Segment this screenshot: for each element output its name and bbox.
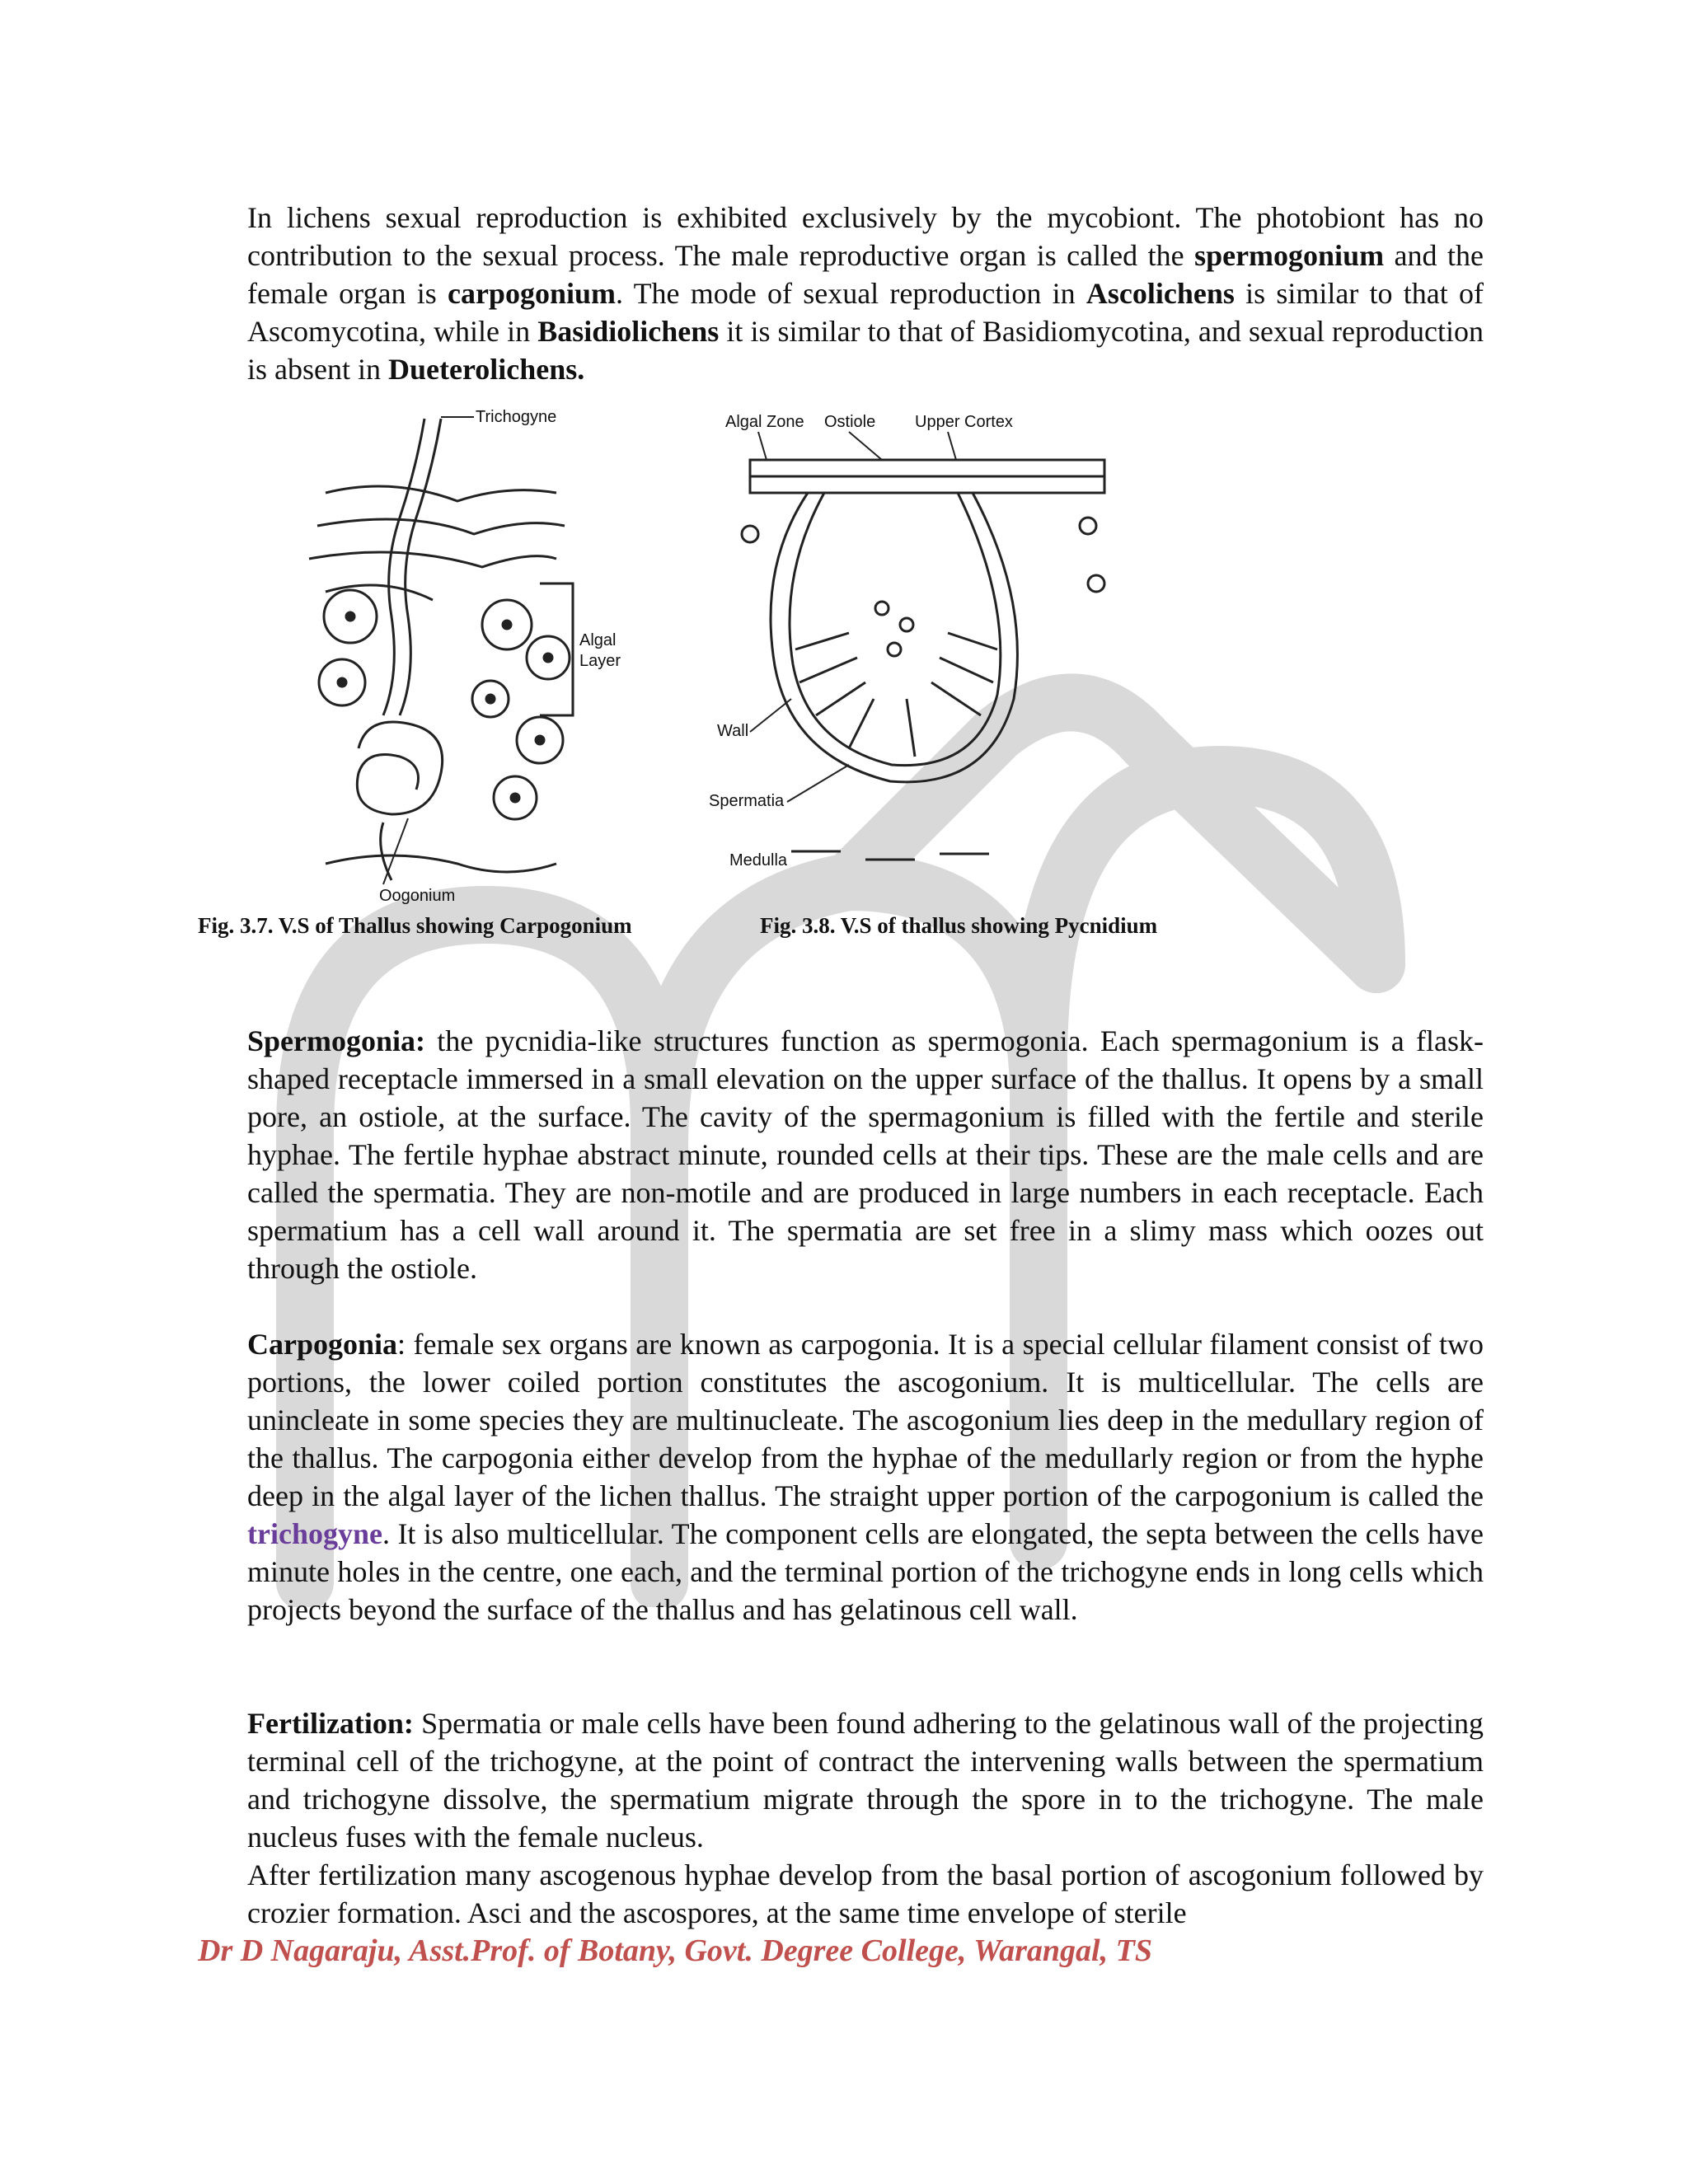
- figure-caption: Fig. 3.7. V.S of Thallus showing Carpogonium: [198, 913, 632, 938]
- label-ostiole: Ostiole: [824, 413, 876, 431]
- text-run: and the female organ is: [247, 239, 1484, 310]
- section-title: Spermogonia:: [247, 1024, 425, 1057]
- figure-caption: Fig. 3.8. V.S of thallus showing Pycnidium: [760, 913, 1158, 938]
- label-upper-cortex: Upper Cortex: [915, 413, 1013, 431]
- label-layer: Layer: [579, 652, 621, 670]
- footer-author: Dr D Nagaraju, Asst.Prof. of Botany, Govt. Degree College, Warangal, TS: [198, 1933, 1152, 1968]
- term-dueterolichens: Dueterolichens.: [387, 353, 585, 386]
- text-run: the pycnidia-like structures function as spermogonia. Each spermagonium is a flask-shaped receptacle immersed in a small elevation on the upper surface of the thallus. It opens by a small pore, an ostiole, at the surface. The cavity of the spermagonium is filled with the fertile and sterile hyphae. The fertile hyphae abstract minute, rounded cells at their tips. These are the male cells and are called the spermatia. They are non-motile and are produced in large numbers in each receptacle. Each spermatium has a cell wall around it. The spermatia are set free in a slimy mass which oozes out through the ostiole.: [247, 1024, 1484, 1285]
- fertilization-paragraph: [247, 1704, 1484, 1856]
- text-run: In lichens sexual reproduction is exhibited exclusively by the mycobiont. The photobiont has no contribution to the sexual process. The male reproductive organ is called the: [247, 201, 1484, 272]
- label-algal: Algal: [579, 631, 617, 649]
- intro-paragraph: [247, 199, 1484, 388]
- text-run: Spermatia or male cells have been found adhering to the gelatinous wall of the projecting terminal cell of the trichogyne, at the point of contract the intervening walls between the spermatium and trichogyne dissolve, the spermatium migrate through the spore in to the trichogyne. The male nucleus fuses with the female nucleus.: [247, 1707, 1484, 1854]
- label-trichogyne: Trichogyne: [476, 408, 557, 426]
- term-spermogonium: spermogonium: [1194, 239, 1385, 272]
- figure-pycnidium: [701, 402, 1154, 907]
- text-run: After fertilization many ascogenous hyphae develop from the basal portion of ascogonium followed by crozier formation. Asci and the ascospores, at the same time envelope of sterile: [247, 1858, 1484, 1929]
- section-title: Fertilization:: [247, 1707, 414, 1740]
- text-run: : female sex organs are known as carpogonia. It is a special cellular filament consist of two portions, the lower coiled portion constitutes the ascogonium. It is multicellular. The cells are unincleate in some species they are multinucleate. The ascogonium lies deep in the medullary region of the thallus. The carpogonia either develop from the hyphae of the medullarly region or from the hyphe deep in the algal layer of the lichen thallus. The straight upper portion of the carpogonium is called the: [247, 1328, 1484, 1512]
- label-spermatia: Spermatia: [709, 792, 785, 810]
- term-basidiolichens: Basidiolichens: [537, 315, 720, 348]
- after-fertilization-paragraph: [247, 1856, 1484, 1932]
- term-carpogonium: carpogonium: [447, 277, 616, 310]
- label-medulla: Medulla: [729, 851, 788, 869]
- term-trichogyne: trichogyne: [247, 1517, 382, 1550]
- section-title: Carpogonia: [247, 1328, 398, 1361]
- text-run: . The mode of sexual reproduction in: [615, 277, 1086, 310]
- text-run: . It is also multicellular. The component cells are elongated, the septa between the cells have minute holes in the centre, one each, and the terminal portion of the trichogyne ends in long cells which projects beyond the surface of the thallus and has gelatinous cell wall.: [247, 1517, 1484, 1626]
- label-oogonium: Oogonium: [379, 887, 456, 905]
- text-run: is similar to that of Ascomycotina, while in: [247, 277, 1484, 348]
- label-algal-zone: Algal Zone: [725, 413, 804, 431]
- spermogonia-paragraph: [247, 1022, 1484, 1287]
- text-run: it is similar to that of Basidiomycotina, and sexual reproduction is absent in: [247, 315, 1484, 386]
- term-ascolichens: Ascolichens: [1085, 277, 1235, 310]
- figure-carpogonium: [293, 402, 639, 907]
- label-wall: Wall: [717, 722, 749, 740]
- carpogonia-paragraph: [247, 1325, 1484, 1629]
